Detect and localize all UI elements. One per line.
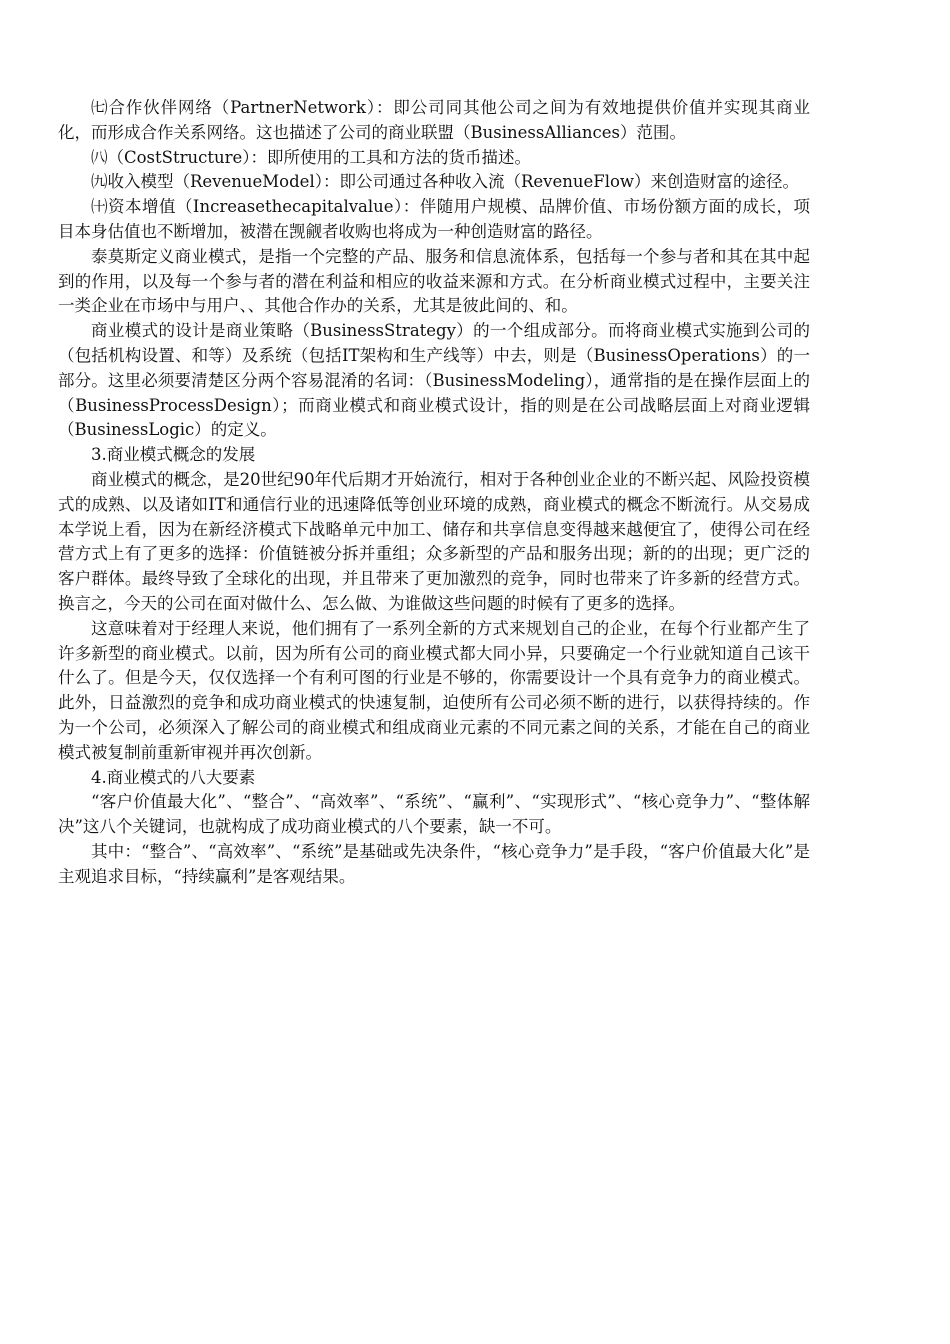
- paragraph-concept-history: 商业模式的概念，是20世纪90年代后期才开始流行，相对于各种创业企业的不断兴起、风险投资模式的成熟、以及诸如IT和通信行业的迅速降低等创业环境的成熟，商业模式的概念不断流行。从交易成本学说上看，因为在新经济模式下战略单元中加工、储存和共享信息变得越来越便宜了，使得公司在经营方式上有了更多的选择：价值链被分拆并重组；众多新型的产品和服务出现；新的的出现；更广泛的客户群体。最终导致了全球化的出现，并且带来了更加激烈的竞争，同时也带来了许多新的经营方式。换言之，今天的公司在面对做什么、怎么做、为谁做这些问题的时候有了更多的选择。: [58, 469, 810, 613]
- paragraph-revenue-model: ㈨收入模型（RevenueModel）：即公司通过各种收入流（RevenueFlow）来创造财富的途径。: [91, 172, 800, 192]
- paragraph-model-design: 商业模式的设计是商业策略（BusinessStrategy）的一个组成部分。而将商业模式实施到公司的（包括机构设置、和等）及系统（包括IT架构和生产线等）中去，则是（BusinessOperations）的一部分。这里必须要清楚区分两个容易混淆的名词：（BusinessModeling），通常指的是在操作层面上的（BusinessProcessDesign）；而商业模式和商业模式设计，指的则是在公司战略层面上对商业逻辑（BusinessLogic）的定义。: [58, 321, 810, 440]
- paragraph-elements-roles: 其中：“整合”、“高效率”、“系统”是基础或先决条件，“核心竞争力”是手段，“客户价值最大化”是主观追求目标，“持续赢利”是客观结果。: [58, 841, 810, 886]
- section-heading-concept-development: 3.商业模式概念的发展: [91, 445, 256, 465]
- paragraph-timmers-definition: 泰莫斯定义商业模式，是指一个完整的产品、服务和信息流体系，包括每一个参与者和其在其中起到的作用，以及每一个参与者的潜在利益和相应的收益来源和方式。在分析商业模式过程中，主要关注一类企业在市场中与用户、、其他合作办的关系，尤其是彼此间的、和。: [58, 246, 810, 316]
- document-body: [58, 96, 810, 890]
- section-heading-eight-elements: 4.商业模式的八大要素: [91, 767, 256, 787]
- paragraph-cost-structure: ㈧（CostStructure）：即所使用的工具和方法的货币描述。: [91, 147, 532, 167]
- paragraph-eight-keywords: “客户价值最大化”、“整合”、“高效率”、“系统”、“赢利”、“实现形式”、“核心竞争力”、“整体解决”这八个关键词，也就构成了成功商业模式的八个要素，缺一不可。: [58, 792, 810, 837]
- paragraph-capital-value: ㈩资本增值（Increasethecapitalvalue）：伴随用户规模、品牌价值、市场份额方面的成长，项目本身估值也不断增加，被潜在觊觎者收购也将成为一种创造财富的路径。: [58, 197, 810, 241]
- paragraph-partner-network: ㈦合作伙伴网络（PartnerNetwork）：即公司同其他公司之间为有效地提供价值并实现其商业化，而形成合作关系网络。这也描述了公司的商业联盟（BusinessAlliances）范围。: [58, 98, 810, 142]
- paragraph-manager-implications: 这意味着对于经理人来说，他们拥有了一系列全新的方式来规划自己的企业，在每个行业都产生了许多新型的商业模式。以前，因为所有公司的商业模式都大同小异，只要确定一个行业就知道自己该干什么了。但是今天，仅仅选择一个有利可图的行业是不够的，你需要设计一个具有竞争力的商业模式。此外，日益激烈的竞争和成功商业模式的快速复制，迫使所有公司必须不断的进行，以获得持续的。作为一个公司，必须深入了解公司的商业模式和组成商业元素的不同元素之间的关系，才能在自己的商业模式被复制前重新审视并再次创新。: [58, 618, 810, 762]
